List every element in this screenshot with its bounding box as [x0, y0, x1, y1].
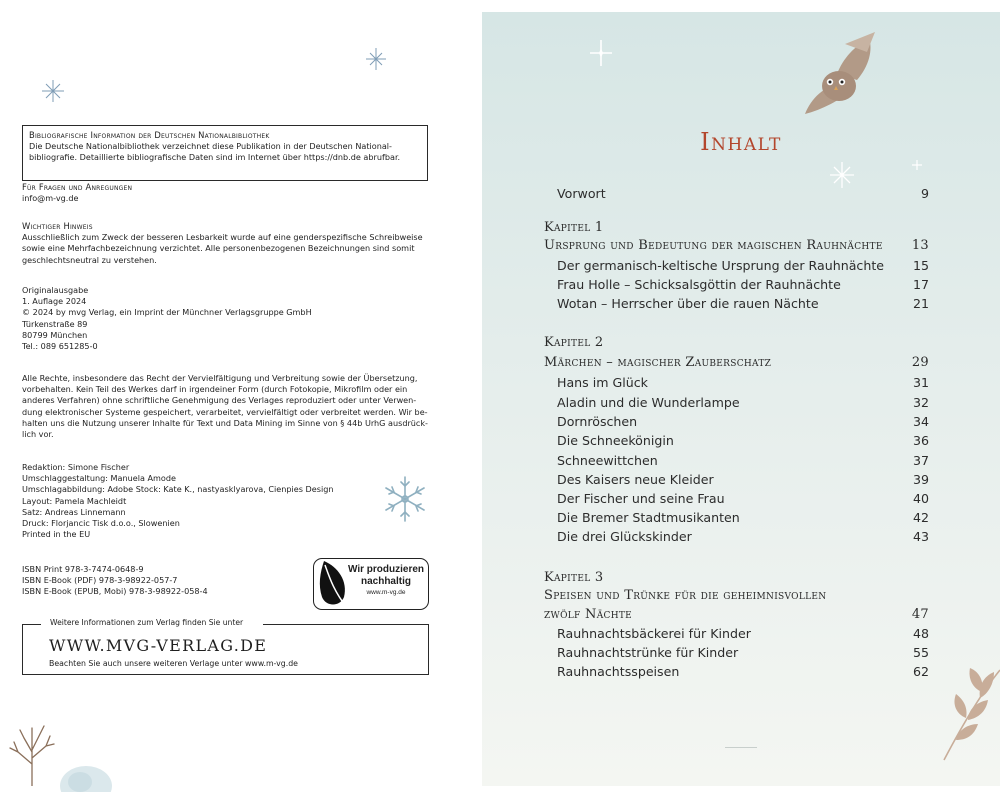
toc-chapter-title[interactable] [482, 355, 1000, 375]
badge-line: Wir produzieren [347, 564, 425, 575]
isbn-line: ISBN E-Book (PDF) 978-3-98922-057-7 [22, 575, 178, 586]
credits-line: Satz: Andreas Linnemann [22, 506, 126, 517]
toc-entry-title: zwölf Nächte [544, 607, 633, 622]
toc-entry-title: Der Fischer und seine Frau [557, 491, 725, 506]
edition-line: 1. Auflage 2024 [22, 296, 87, 307]
toc-page-number: 55 [912, 645, 929, 660]
toc-page-number: 48 [912, 626, 929, 641]
toc-page-number: 36 [912, 433, 929, 448]
toc-page-number: 21 [912, 296, 929, 311]
toc-entry[interactable] [482, 296, 1000, 316]
toc-page-number: 34 [912, 414, 929, 429]
toc-list [482, 12, 1000, 786]
biblio-text-line: Die Deutsche Nationalbibliothek verzeichnet diese Publikation in der Deutschen National- [29, 141, 392, 152]
toc-entry-title: Kapitel 1 [544, 220, 604, 235]
toc-entry-title: Rauhnachtsspeisen [557, 664, 680, 679]
toc-entry[interactable] [482, 414, 1000, 434]
sustainability-badge [313, 558, 429, 610]
badge-line: nachhaltig [360, 576, 411, 587]
credits-line: Druck: Florjancic Tisk d.o.o., Slowenien [22, 518, 180, 529]
toc-entry[interactable] [482, 258, 1000, 278]
imprint-page [0, 0, 482, 800]
sparkle-star-icon [42, 80, 64, 102]
toc-entry-title: Vorwort [557, 186, 606, 201]
toc-page-number: 32 [912, 395, 929, 410]
footer-rule [725, 747, 757, 748]
toc-page-number: 13 [911, 238, 929, 253]
toc-chapter-title[interactable] [482, 607, 1000, 627]
toc-entry-title: Speisen und Trünke für die geheimnisvollen [544, 588, 827, 603]
credits-line: Printed in the EU [22, 529, 91, 540]
rights-line: dung elektronischer Systeme gespeichert, verarbeitet, vervielfältigt oder verbreitet werden. Wir be- [22, 406, 428, 417]
toc-entry[interactable] [482, 186, 1000, 206]
toc-entry-title: Aladin und die Wunderlampe [557, 395, 740, 410]
credits-line: Umschlagabbildung: Adobe Stock: Kate K., nastyasklyarova, Cienpies Design [22, 484, 334, 495]
rights-line: lich vor. [22, 429, 54, 440]
toc-entry[interactable] [482, 510, 1000, 530]
toc-entry[interactable] [482, 375, 1000, 395]
toc-chapter-title[interactable] [482, 238, 1000, 258]
credits-line: Layout: Pamela Machleidt [22, 495, 127, 506]
toc-entry-title: Schneewittchen [557, 453, 658, 468]
toc-page-number: 17 [912, 277, 929, 292]
toc-entry-title: Kapitel 2 [544, 335, 604, 350]
toc-entry[interactable] [482, 453, 1000, 473]
toc-entry-title: Frau Holle – Schicksalsgöttin der Rauhnächte [557, 277, 841, 292]
toc-entry-title: Hans im Glück [557, 375, 648, 390]
edition-line: 80799 München [22, 329, 88, 340]
toc-chapter-label[interactable] [482, 335, 1000, 355]
toc-page-number: 43 [912, 529, 929, 544]
credits-line: Umschlaggestaltung: Manuela Amode [22, 473, 176, 484]
notice-section [22, 221, 428, 266]
toc-entry-title: Rauhnachtstrünke für Kinder [557, 645, 739, 660]
toc-entry-title: Die drei Glückskinder [557, 529, 692, 544]
toc-entry-title: Des Kaisers neue Kleider [557, 472, 714, 487]
toc-page-number: 40 [912, 491, 929, 506]
toc-entry-title: Rauhnachtsbäckerei für Kinder [557, 626, 751, 641]
toc-entry[interactable] [482, 645, 1000, 665]
badge-url: www.m-vg.de [366, 589, 406, 596]
toc-page-number: 31 [912, 375, 929, 390]
toc-chapter-title[interactable] [482, 588, 1000, 608]
publisher-info-box [22, 618, 429, 675]
toc-entry[interactable] [482, 491, 1000, 511]
toc-page-number: 37 [912, 453, 929, 468]
edition-line: Originalausgabe [22, 285, 89, 295]
questions-heading: Für Fragen und Anregungen [22, 182, 133, 192]
info-note: Beachten Sie auch unsere weiteren Verlage unter www.m-vg.de [49, 659, 298, 668]
bibliographic-info-box [22, 125, 428, 181]
toc-page-number: 9 [920, 186, 929, 201]
edition-line: Türkenstraße 89 [22, 318, 88, 329]
snowy-bush-icon [58, 762, 114, 792]
toc-entry-title: Dornröschen [557, 414, 638, 429]
toc-entry[interactable] [482, 277, 1000, 297]
isbn-line: ISBN E-Book (EPUB, Mobi) 978-3-98922-058-4 [22, 586, 208, 597]
publisher-website-link[interactable]: WWW.MVG-VERLAG.DE [49, 636, 268, 655]
edition-section [22, 285, 428, 352]
toc-entry[interactable] [482, 626, 1000, 646]
toc-title: Inhalt [700, 128, 782, 156]
toc-chapter-label[interactable] [482, 570, 1000, 590]
questions-email: info@m-vg.de [22, 193, 79, 204]
rights-line: halten uns die Nutzung unserer Inhalte für Text und Data Mining im Sinne von § 44b UrhG ausdrück- [22, 417, 428, 428]
rights-section [22, 373, 428, 440]
toc-page-number: 47 [911, 607, 929, 622]
toc-entry-title: Ursprung und Bedeutung der magischen Rauhnächte [544, 238, 883, 253]
table-of-contents-page [482, 12, 1000, 786]
notice-line: geschlechtsneutral zu verstehen. [22, 254, 157, 265]
toc-entry[interactable] [482, 664, 1000, 684]
edition-line: Tel.: 089 651285-0 [22, 341, 98, 352]
notice-heading: Wichtiger Hinweis [22, 221, 93, 231]
leaf-branch-icon [938, 652, 1000, 762]
toc-chapter-label[interactable] [482, 220, 1000, 240]
edition-line: © 2024 by mvg Verlag, ein Imprint der Münchner Verlagsgruppe GmbH [22, 307, 312, 318]
notice-line: Ausschließlich zum Zweck der besseren Lesbarkeit wurde auf eine genderspezifische Schreibweise [22, 232, 423, 243]
sparkle-star-icon [366, 48, 386, 70]
toc-entry-title: Die Schneekönigin [557, 433, 674, 448]
biblio-text-line: bibliografie. Detaillierte bibliografische Daten sind im Internet über https://dnb.de abrufbar. [29, 152, 401, 163]
notice-line: sowie eine Mehrfachbezeichnung verzichtet. Alle personenbezogenen Bezeichnungen sind somit [22, 243, 415, 254]
info-caption: Weitere Informationen zum Verlag finden Sie unter [47, 618, 246, 627]
credits-line: Redaktion: Simone Fischer [22, 462, 130, 472]
toc-entry[interactable] [482, 529, 1000, 549]
rights-line: anderes Verfahren) ohne schriftliche Genehmigung des Verlages reproduziert oder unter Verwen- [22, 395, 417, 406]
toc-entry-title: Märchen – magischer Zauberschatz [544, 355, 772, 370]
questions-section [22, 182, 428, 204]
snowflake-icon [381, 474, 429, 524]
toc-page-number: 62 [912, 664, 929, 679]
toc-entry-title: Die Bremer Stadtmusikanten [557, 510, 740, 525]
bare-tree-icon [4, 722, 60, 786]
toc-entry[interactable] [482, 395, 1000, 415]
rights-line: Alle Rechte, insbesondere das Recht der Vervielfältigung und Verbreitung sowie der Übersetzung, [22, 373, 418, 383]
toc-page-number: 15 [912, 258, 929, 273]
toc-entry[interactable] [482, 472, 1000, 492]
credits-section [22, 462, 428, 540]
isbn-line: ISBN Print 978-3-7474-0648-9 [22, 564, 144, 574]
toc-page-number: 29 [911, 355, 929, 370]
rights-line: vorbehalten. Kein Teil des Werkes darf in irgendeiner Form (durch Fotokopie, Mikrofilm oder ein [22, 384, 408, 395]
toc-entry-title: Der germanisch-keltische Ursprung der Rauhnächte [557, 258, 885, 273]
toc-entry[interactable] [482, 433, 1000, 453]
biblio-heading: Bibliografische Information der Deutschen Nationalbibliothek [29, 130, 270, 140]
toc-entry-title: Kapitel 3 [544, 570, 604, 585]
toc-page-number: 39 [912, 472, 929, 487]
toc-page-number: 42 [912, 510, 929, 525]
toc-entry-title: Wotan – Herrscher über die rauen Nächte [557, 296, 819, 311]
